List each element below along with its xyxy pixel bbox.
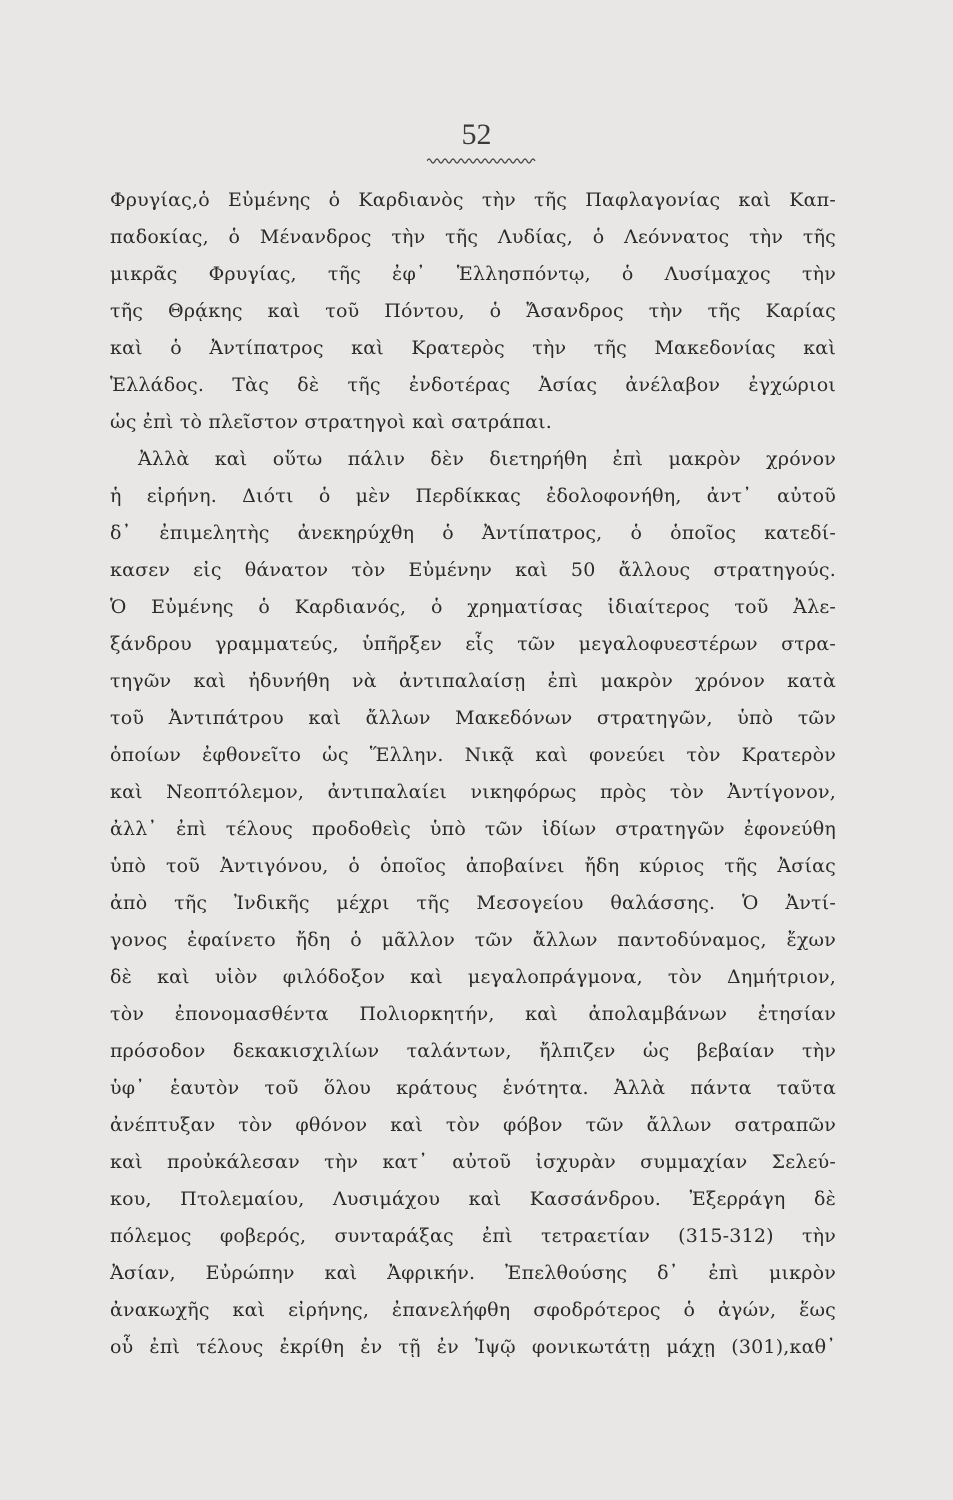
text-line: ὡς ἐπὶ τὸ πλεῖστον στρατηγοὶ καὶ σατράπαι.	[110, 411, 553, 433]
text-line: Ὁ Εὐμένης ὁ Καρδιανός, ὁ χρηματίσας ἰδιαίτερος τοῦ Ἀλε-	[110, 596, 836, 618]
text-line: Ἑλλάδος. Τὰς δὲ τῆς ἐνδοτέρας Ἀσίας ἀνέλαβον ἐγχώριοι	[110, 374, 836, 396]
text-line: δ᾽ ἐπιμελητὴς ἀνεκηρύχθη ὁ Ἀντίπατρος, ὁ ὁποῖος κατεδί-	[110, 522, 836, 544]
page-number: 52	[461, 118, 492, 151]
text-line: ὑφ᾽ ἑαυτὸν τοῦ ὅλου κράτους ἑνότητα. Ἀλλὰ πάντα ταῦτα	[110, 1077, 836, 1099]
text-line: γονος ἐφαίνετο ἤδη ὁ μᾶλλον τῶν ἄλλων παντοδύναμος, ἔχων	[110, 929, 836, 951]
text-line: καὶ ὁ Ἀντίπατρος καὶ Κρατερὸς τὴν τῆς Μακεδονίας καὶ	[110, 337, 836, 359]
text-line: δὲ καὶ υἱὸν φιλόδοξον καὶ μεγαλοπράγμονα, τὸν Δημήτριον,	[110, 966, 836, 988]
text-line: ἀνέπτυξαν τὸν φθόνον καὶ τὸν φόβον τῶν ἄλλων σατραπῶν	[110, 1114, 836, 1136]
text-line: ὑπὸ τοῦ Ἀντιγόνου, ὁ ὁποῖος ἀποβαίνει ἤδη κύριος τῆς Ἀσίας	[110, 855, 836, 877]
body-text	[110, 182, 836, 1366]
text-line: πρόσοδον δεκακισχιλίων ταλάντων, ἤλπιζεν ὡς βεβαίαν τὴν	[110, 1040, 836, 1062]
text-line: καὶ προὐκάλεσαν τὴν κατ᾽ αὐτοῦ ἰσχυρὰν συμμαχίαν Σελεύ-	[110, 1151, 836, 1173]
text-line: ξάνδρου γραμματεύς, ὑπῆρξεν εἷς τῶν μεγαλοφυεστέρων στρα-	[110, 633, 836, 655]
text-line: ἡ εἰρήνη. Διότι ὁ μὲν Περδίκκας ἐδολοφονήθη, ἀντ᾽ αὐτοῦ	[110, 485, 836, 507]
text-line: Φρυγίας,ὁ Εὐμένης ὁ Καρδιανὸς τὴν τῆς Παφλαγονίας καὶ Καπ-	[110, 189, 836, 211]
text-line: οὗ ἐπὶ τέλους ἐκρίθη ἐν τῇ ἐν Ἰψῷ φονικωτάτῃ μάχῃ (301),καθ᾽	[110, 1336, 836, 1358]
text-line: καὶ Νεοπτόλεμον, ἀντιπαλαίει νικηφόρως πρὸς τὸν Ἀντίγονον,	[110, 781, 836, 803]
text-line: πόλεμος φοβερός, συνταράξας ἐπὶ τετραετίαν (315-312) τὴν	[110, 1225, 836, 1247]
text-line: τηγῶν καὶ ἠδυνήθη νὰ ἀντιπαλαίσῃ ἐπὶ μακρὸν χρόνον κατὰ	[110, 670, 836, 692]
text-line: τῆς Θρᾴκης καὶ τοῦ Πόντου, ὁ Ἄσανδρος τὴν τῆς Καρίας	[110, 300, 836, 322]
text-line: ὁποίων ἐφθονεῖτο ὡς Ἕλλην. Νικᾷ καὶ φονεύει τὸν Κρατερὸν	[110, 744, 836, 766]
text-line: τὸν ἐπονομασθέντα Πολιορκητήν, καὶ ἀπολαμβάνων ἐτησίαν	[110, 1003, 836, 1025]
text-line: τοῦ Ἀντιπάτρου καὶ ἄλλων Μακεδόνων στρατηγῶν, ὑπὸ τῶν	[110, 707, 836, 729]
text-line: ἀνακωχῆς καὶ εἰρήνης, ἐπανελήφθη σφοδρότερος ὁ ἀγών, ἕως	[110, 1299, 836, 1321]
text-line: Ἀσίαν, Εὐρώπην καὶ Ἀφρικήν. Ἐπελθούσης δ᾽ ἐπὶ μικρὸν	[110, 1262, 836, 1284]
text-line: ἀπὸ τῆς Ἰνδικῆς μέχρι τῆς Μεσογείου θαλάσσης. Ὁ Ἀντί-	[110, 892, 836, 914]
text-line: παδοκίας, ὁ Μένανδρος τὴν τῆς Λυδίας, ὁ Λεόννατος τὴν τῆς	[110, 226, 836, 248]
wavy-ornament-rule	[427, 157, 537, 165]
text-line: κου, Πτολεμαίου, Λυσιμάχου καὶ Κασσάνδρου. Ἐξερράγη δὲ	[110, 1188, 836, 1210]
text-line: μικρᾶς Φρυγίας, τῆς ἐφ᾽ Ἑλλησπόντῳ, ὁ Λυσίμαχος τὴν	[110, 263, 836, 285]
text-line: κασεν εἰς θάνατον τὸν Εὐμένην καὶ 50 ἄλλους στρατηγούς.	[110, 559, 836, 581]
text-line: Ἀλλὰ καὶ οὕτω πάλιν δὲν διετηρήθη ἐπὶ μακρὸν χρόνον	[138, 448, 836, 470]
text-line: ἀλλ᾽ ἐπὶ τέλους προδοθεὶς ὑπὸ τῶν ἰδίων στρατηγῶν ἐφονεύθη	[110, 818, 836, 840]
